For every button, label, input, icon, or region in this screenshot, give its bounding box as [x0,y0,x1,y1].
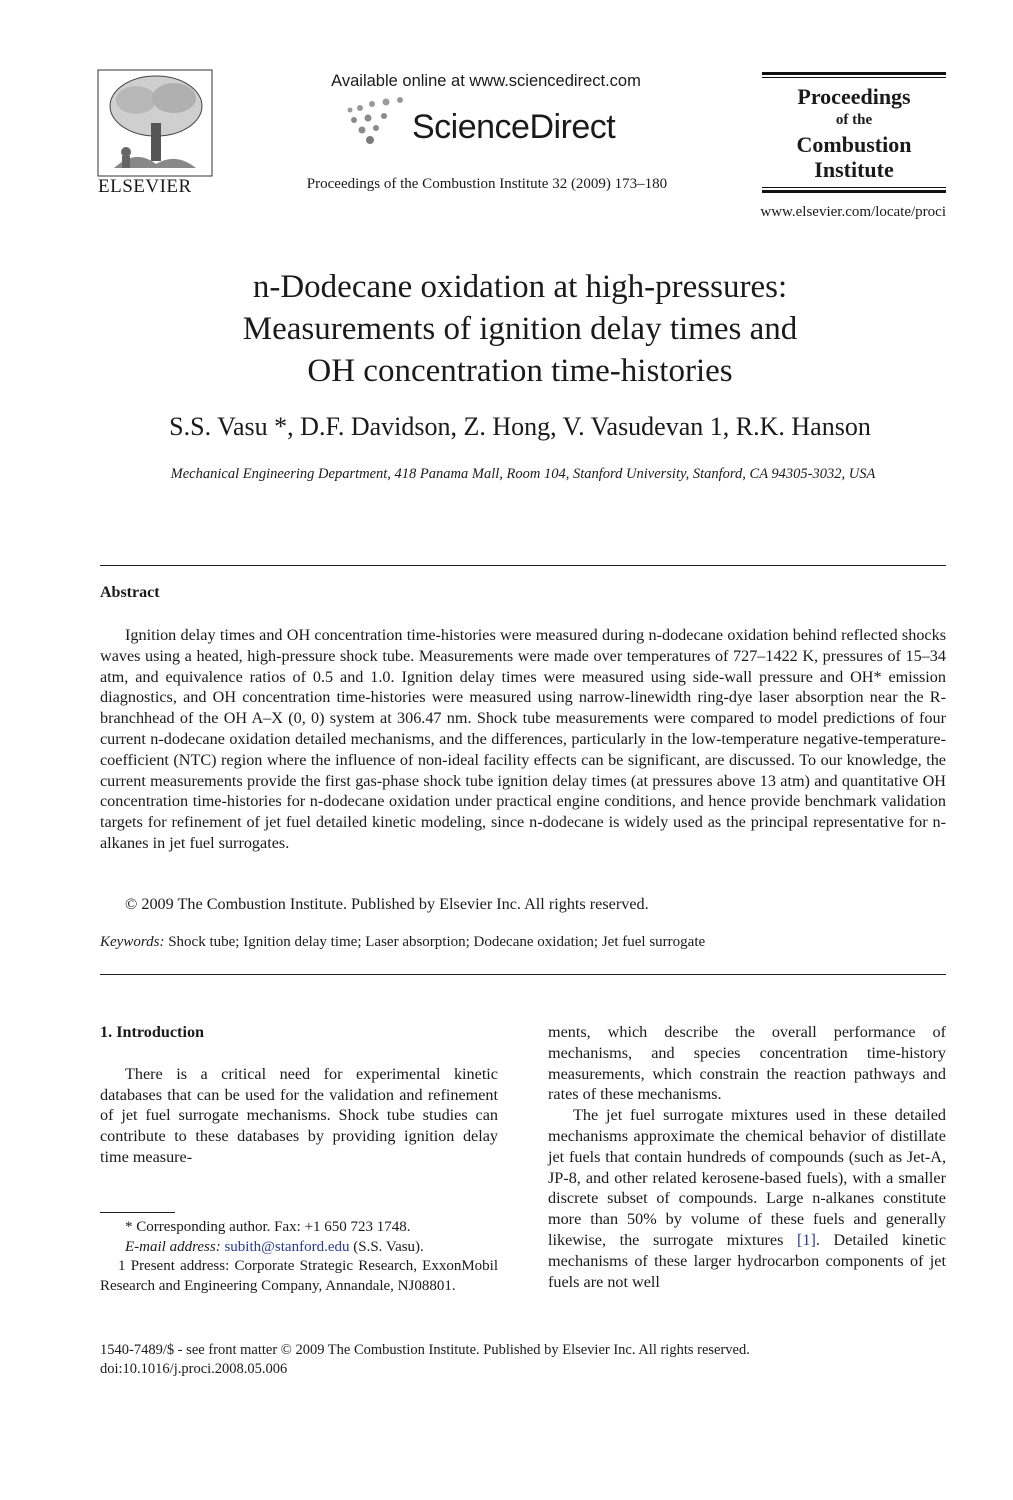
platform-name: ScienceDirect [412,108,616,146]
keywords-label: Keywords: [100,934,165,950]
left-column [100,1022,498,1168]
footnotes [100,1218,498,1296]
box-rule-top [762,72,946,75]
tree-icon [96,68,214,180]
journal-name-box [762,72,946,194]
body-paragraph: There is a critical need for experimental kinetic databases that can be used for the validation and refinement of jet fuel surrogate mechanisms. Shock tube studies can contribute to these databases by providing ignition delay time measure- [100,1064,498,1166]
article-title [100,266,940,392]
keywords-list: Shock tube; Ignition delay time; Laser absorption; Dodecane oxidation; Jet fuel surrogate [168,934,706,950]
journal-box-line: Institute [814,157,894,182]
journal-citation: Proceedings of the Combustion Institute 32 (2009) 173–180 [306,176,668,192]
available-online-text: Available online at www.sciencedirect.com [331,72,641,90]
abstract-body [100,625,946,854]
journal-box-line: Combustion [796,132,912,157]
footnote-rule [100,1212,175,1213]
paragraph-text: The jet fuel surrogate mixtures used in these detailed mechanisms approximate the chemical behavior of distillate jet fuels that contain hundreds of compounds (such as Jet-A, JP-8, and other related kerosene-based fuels), with a smaller discrete subset of compounds. Large n-alkanes constitute more than 50% by volume of these fuels and generally likewise, the surrogate mixtures [548,1106,946,1249]
doi-link[interactable]: doi:10.1016/j.proci.2008.05.006 [100,1361,288,1377]
title-line: n-Dodecane oxidation at high-pressures: [252,269,788,305]
body-paragraph: The jet fuel surrogate mixtures used in these detailed mechanisms approximate the chemical behavior of distillate jet fuels that contain hundreds of compounds (such as Jet-A, JP-8, and other related kerosene-based fuels), with a smaller discrete subset of compounds. Large n-alkanes constitute more than 50% by volume of these fuels and generally likewise, the surrogate mixtures [1]. Detailed kinetic mechanisms of these larger hydrocarbon components of jet fuels are not well [548,1106,946,1291]
footnote-present-address: 1 Present address: Corporate Strategic Research, ExxonMobil Research and Engineering Company, Annandale, NJ08801. [100,1258,498,1294]
email-label: E-mail address: [125,1238,221,1255]
author-list: S.S. Vasu *, D.F. Davidson, Z. Hong, V. Vasudevan 1, R.K. Hanson [169,412,871,441]
divider [100,974,946,975]
section-heading: 1. Introduction [100,1023,205,1041]
keywords-line [100,934,705,951]
journal-box-line: of the [835,112,873,128]
abstract-text: Ignition delay times and OH concentration time-histories were measured during n-dodecane oxidation behind reflected shocks waves using a heated, high-pressure shock tube. Measurements were made over temperatures of 727–1422 K, pressures of 15–34 atm, and equivalence ratios of 0.5 and 1.0. Ignition delay times were measured using side-wall pressure and OH* emission diagnostics, and OH concentration time-histories were measured using narrow-linewidth ring-dye laser absorption near the R-branchhead of the OH A–X (0, 0) system at 306.47 nm. Shock tube measurements were compared to model predictions of four current n-dodecane oxidation detailed mechanisms, and the differences, particularly in the low-temperature negative-temperature-coefficient (NTC) region where the influence of non-ideal facility effects can be significant, are discussed. To our knowledge, the current measurements provide the first gas-phase shock tube ignition delay times (at pressures above 13 atm) and quantitative OH concentration time-histories for n-dodecane oxidation under practical engine conditions, and hence provide benchmark validation targets for refinement of jet fuel detailed kinetic modeling, since n-dodecane is widely used as the principal representative for n-alkanes in jet fuel surrogates. [100,626,946,852]
paragraph-text: Detailed kinetic mechanisms of these larger hydrocarbon components of jet fuels are not well [548,1230,946,1291]
sciencedirect-dots-icon [340,96,410,152]
email-link[interactable]: subith@stanford.edu [224,1238,350,1255]
box-rule-bottom-thin [762,187,946,188]
publisher-logo-text: ELSEVIER [98,176,192,197]
title-line: OH concentration time-histories [307,353,733,389]
body-paragraph: ments, which describe the overall performance of mechanisms, and species concentration time-history measurements, which constrain the reaction pathways and rates of these mechanisms. [548,1023,946,1104]
abstract-heading: Abstract [100,584,160,601]
page-footer [100,1341,946,1379]
box-rule-bottom [762,190,946,193]
right-column [548,1022,946,1292]
title-line: Measurements of ignition delay times and [242,311,798,347]
copyright-line: © 2009 The Combustion Institute. Published by Elsevier Inc. All rights reserved. [125,895,649,913]
journal-url-link[interactable]: www.elsevier.com/locate/proci [760,204,946,220]
email-owner: (S.S. Vasu). [353,1238,424,1255]
divider [100,565,946,566]
affiliation: Mechanical Engineering Department, 418 Panama Mall, Room 104, Stanford University, Stanford, CA 94305-3032, USA [170,466,876,482]
issn-line: 1540-7489/$ - see front matter © 2009 The Combustion Institute. Published by Elsevier Inc. All rights reserved. [100,1342,750,1358]
reference-link[interactable]: [1] [797,1230,816,1249]
journal-box-line: Proceedings [797,84,911,109]
footnote-corresponding: * Corresponding author. Fax: +1 650 723 1748. [125,1219,411,1235]
box-rule-top-thin [762,77,946,78]
